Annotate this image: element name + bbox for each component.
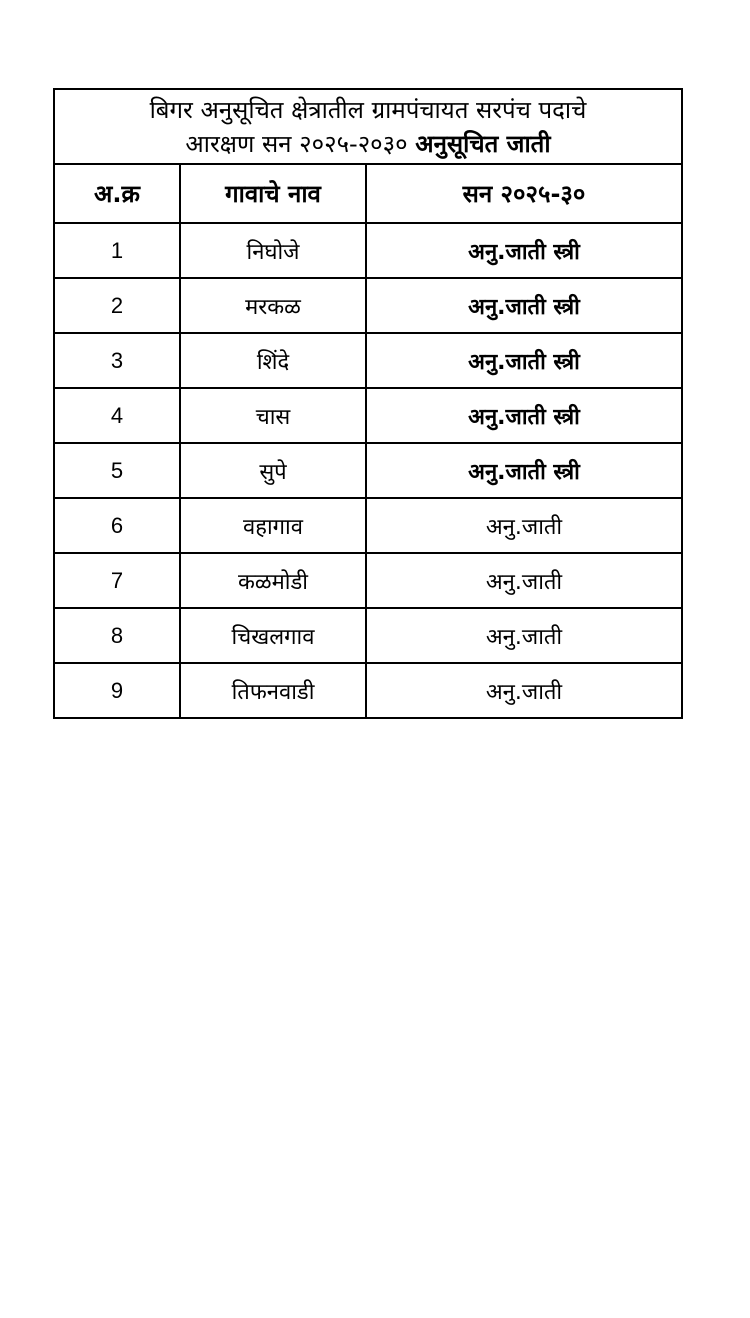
cell-village: कळमोडी [180, 553, 366, 608]
sheet-title [55, 90, 681, 165]
cell-reservation: अनु.जाती [366, 608, 681, 663]
cell-serial: 1 [55, 223, 180, 278]
table-row [55, 223, 681, 278]
table-row [55, 388, 681, 443]
cell-village: मरकळ [180, 278, 366, 333]
cell-reservation: अनु.जाती स्त्री [366, 333, 681, 388]
cell-serial: 3 [55, 333, 180, 388]
cell-reservation: अनु.जाती स्त्री [366, 223, 681, 278]
table-row [55, 278, 681, 333]
cell-serial: 9 [55, 663, 180, 717]
cell-serial: 2 [55, 278, 180, 333]
cell-reservation: अनु.जाती स्त्री [366, 278, 681, 333]
cell-serial: 7 [55, 553, 180, 608]
reservation-table [55, 165, 681, 717]
table-header-row [55, 165, 681, 223]
cell-reservation: अनु.जाती स्त्री [366, 388, 681, 443]
table-row [55, 333, 681, 388]
cell-village: चिखलगाव [180, 608, 366, 663]
title-line-1: बिगर अनुसूचित क्षेत्रातील ग्रामपंचायत सरपंच पदाचे [149, 96, 587, 124]
reservation-sheet [53, 88, 683, 719]
title-line-2 [55, 127, 681, 161]
cell-village: शिंदे [180, 333, 366, 388]
table-row [55, 498, 681, 553]
table-row [55, 663, 681, 717]
cell-village: सुपे [180, 443, 366, 498]
cell-reservation: अनु.जाती [485, 679, 563, 705]
table-body [55, 223, 681, 717]
cell-serial: 8 [55, 608, 180, 663]
cell-village: चास [180, 388, 366, 443]
header-serial: अ.क्र [55, 165, 180, 223]
cell-serial: 6 [55, 498, 180, 553]
header-village: गावाचे नाव [180, 165, 366, 223]
table-row [55, 443, 681, 498]
title-line-2-bold: अनुसूचित जाती [415, 130, 551, 158]
cell-serial: 5 [55, 443, 180, 498]
header-reservation: सन २०२५-३० [366, 165, 681, 223]
cell-serial: 4 [55, 388, 180, 443]
cell-reservation: अनु.जाती [366, 553, 681, 608]
cell-village: वहागाव [180, 498, 366, 553]
cell-reservation: अनु.जाती [366, 498, 681, 553]
table-row [55, 553, 681, 608]
cell-village: निघोजे [180, 223, 366, 278]
cell-reservation: अनु.जाती स्त्री [366, 443, 681, 498]
table-row [55, 608, 681, 663]
cell-village: तिफनवाडी [180, 663, 366, 717]
title-line-2-prefix: आरक्षण सन २०२५-२०३० [185, 130, 408, 158]
